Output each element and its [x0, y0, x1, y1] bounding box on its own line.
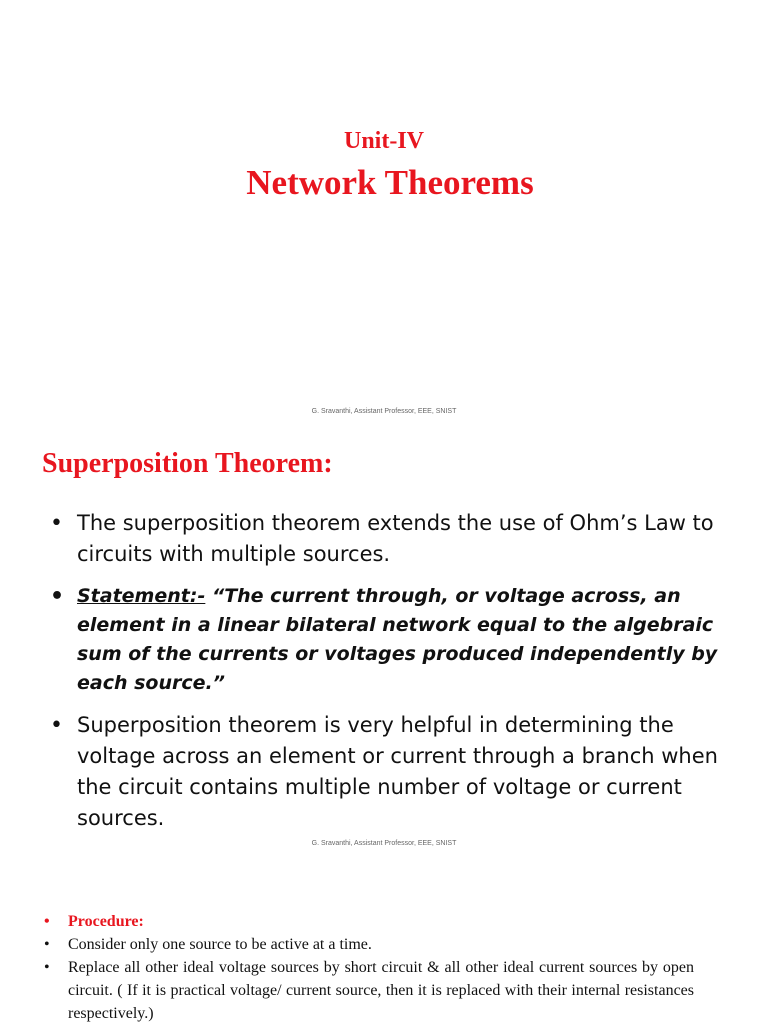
bullet-text: Superposition theorem is very helpful in determining the voltage across an element or current through a branch when the circuit contains multiple number of voltage or current sources.	[77, 713, 718, 830]
page-title: Network Theorems	[246, 163, 534, 202]
statement-label: Statement:-	[77, 585, 206, 607]
procedure-list	[44, 910, 694, 1025]
bullet-item	[50, 710, 740, 834]
title-slide	[0, 0, 768, 428]
section-title: Superposition Theorem:	[42, 448, 333, 479]
bullet-item	[50, 508, 740, 570]
procedure-step	[44, 933, 694, 956]
bullet-icon: •	[50, 713, 63, 738]
procedure-heading	[44, 910, 694, 933]
statement-item	[50, 582, 740, 698]
procedure-step-text: Consider only one source to be active at a time.	[68, 936, 372, 953]
procedure-slide	[0, 856, 768, 1024]
bullet-icon: •	[50, 584, 65, 609]
bullet-text: The superposition theorem extends the use of Ohm’s Law to circuits with multiple sources.	[77, 511, 714, 566]
bullet-icon: •	[44, 936, 50, 953]
procedure-step-text: Replace all other ideal voltage sources by short circuit & all other ideal current sources by open circuit. ( If it is practical voltage/ current source, then it is replaced with their internal resistances respectively.)	[68, 959, 694, 1022]
procedure-heading-text: Procedure:	[68, 913, 144, 930]
superposition-slide	[0, 428, 768, 856]
bullet-icon: •	[44, 913, 50, 930]
procedure-step	[44, 956, 694, 1025]
statement-text: “The current through, or voltage across, an element in a linear bilateral network equal to the algebraic sum of the currents or voltages produced independently by each source.”	[77, 585, 718, 694]
bullet-icon: •	[44, 959, 50, 976]
bullet-icon: •	[50, 511, 63, 536]
unit-label: Unit-IV	[343, 128, 424, 154]
slide-footer: G. Sravanthi, Assistant Professor, EEE, SNIST	[311, 840, 457, 847]
slide-footer: G. Sravanthi, Assistant Professor, EEE, SNIST	[311, 408, 457, 415]
bullet-list	[50, 508, 740, 834]
